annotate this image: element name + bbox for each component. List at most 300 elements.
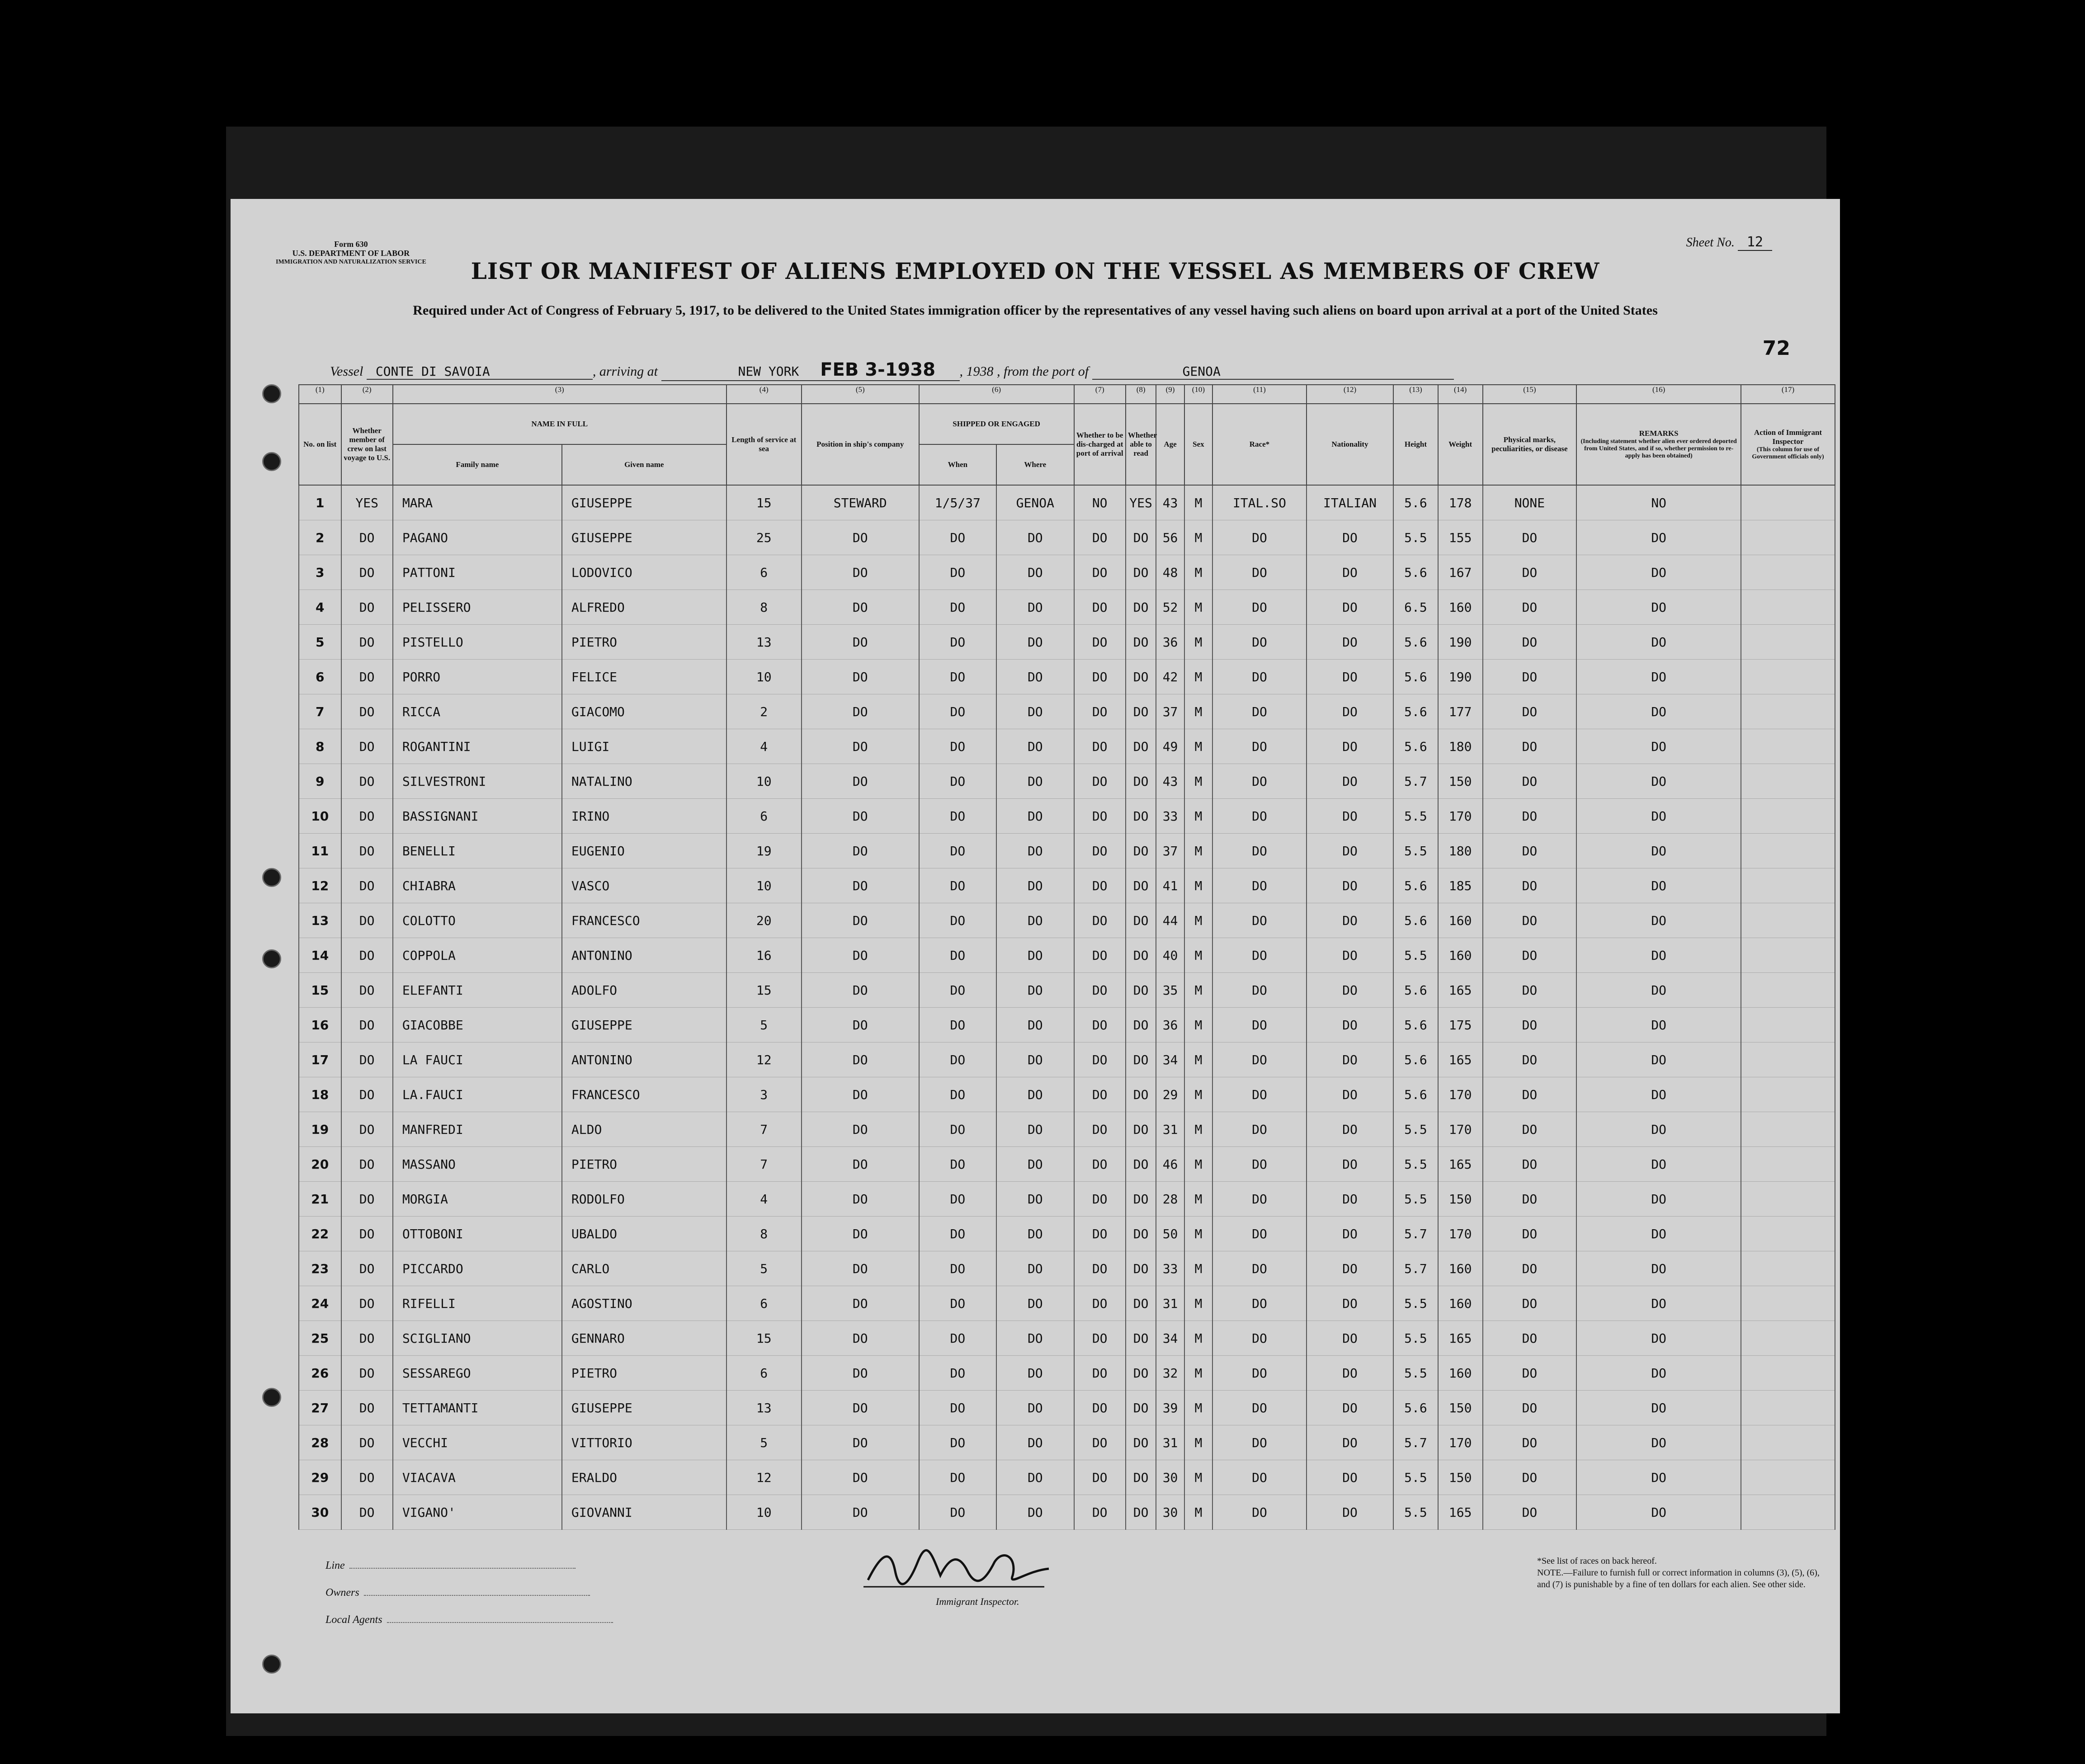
cell-row-number: 5 xyxy=(299,625,341,660)
inspector-label: Immigrant Inspector. xyxy=(936,1596,1019,1607)
cell-position: DO xyxy=(802,1495,919,1530)
cell-remarks: DO xyxy=(1576,625,1741,660)
cell-where: DO xyxy=(996,625,1074,660)
cell-discharged: DO xyxy=(1074,1321,1126,1356)
cell-remarks: DO xyxy=(1576,799,1741,834)
cell-last-voyage: DO xyxy=(341,1321,393,1356)
cell-nationality: DO xyxy=(1307,973,1393,1008)
cell-family-name: PISTELLO xyxy=(393,625,562,660)
col-num-8: (8) xyxy=(1126,385,1156,404)
header-shipped: SHIPPED OR ENGAGED xyxy=(919,404,1074,444)
cell-height: 5.6 xyxy=(1393,555,1438,590)
cell-when: DO xyxy=(919,555,996,590)
cell-action xyxy=(1741,555,1835,590)
table-row xyxy=(299,764,1835,799)
cell-family-name: TETTAMANTI xyxy=(393,1391,562,1425)
cell-race: DO xyxy=(1212,1495,1307,1530)
cell-nationality: DO xyxy=(1307,1182,1393,1217)
cell-row-number: 28 xyxy=(299,1425,341,1460)
cell-discharged: DO xyxy=(1074,1182,1126,1217)
cell-race: DO xyxy=(1212,1460,1307,1495)
cell-last-voyage: DO xyxy=(341,555,393,590)
cell-row-number: 18 xyxy=(299,1077,341,1112)
cell-discharged: DO xyxy=(1074,660,1126,694)
cell-where: DO xyxy=(996,938,1074,973)
col-num-2: (2) xyxy=(341,385,393,404)
cell-family-name: MASSANO xyxy=(393,1147,562,1182)
cell-discharged: DO xyxy=(1074,590,1126,625)
table-row xyxy=(299,1217,1835,1251)
cell-remarks: DO xyxy=(1576,1182,1741,1217)
col-num-10: (10) xyxy=(1184,385,1212,404)
cell-nationality: ITALIAN xyxy=(1307,485,1393,520)
cell-family-name: RIFELLI xyxy=(393,1286,562,1321)
table-row xyxy=(299,1391,1835,1425)
cell-length-service: 7 xyxy=(726,1112,802,1147)
cell-nationality: DO xyxy=(1307,1217,1393,1251)
cell-weight: 190 xyxy=(1438,660,1483,694)
cell-weight: 185 xyxy=(1438,868,1483,903)
cell-last-voyage: DO xyxy=(341,660,393,694)
cell-length-service: 25 xyxy=(726,520,802,555)
cell-physical-marks: DO xyxy=(1483,973,1577,1008)
cell-position: DO xyxy=(802,1077,919,1112)
cell-nationality: DO xyxy=(1307,590,1393,625)
col-num-1: (1) xyxy=(299,385,341,404)
punch-hole xyxy=(262,384,281,403)
cell-where: DO xyxy=(996,799,1074,834)
cell-action xyxy=(1741,868,1835,903)
cell-family-name: OTTOBONI xyxy=(393,1217,562,1251)
cell-family-name: PATTONI xyxy=(393,555,562,590)
cell-sex: M xyxy=(1184,764,1212,799)
cell-remarks: DO xyxy=(1576,1042,1741,1077)
cell-when: DO xyxy=(919,520,996,555)
cell-race: DO xyxy=(1212,1112,1307,1147)
cell-family-name: VIACAVA xyxy=(393,1460,562,1495)
cell-row-number: 6 xyxy=(299,660,341,694)
cell-last-voyage: DO xyxy=(341,1112,393,1147)
cell-given-name: PIETRO xyxy=(562,1147,726,1182)
cell-race: DO xyxy=(1212,1321,1307,1356)
cell-weight: 178 xyxy=(1438,485,1483,520)
cell-length-service: 3 xyxy=(726,1077,802,1112)
cell-when: DO xyxy=(919,1042,996,1077)
cell-height: 5.5 xyxy=(1393,1147,1438,1182)
cell-last-voyage: DO xyxy=(341,1147,393,1182)
cell-row-number: 16 xyxy=(299,1008,341,1042)
cell-family-name: LA FAUCI xyxy=(393,1042,562,1077)
cell-sex: M xyxy=(1184,1356,1212,1391)
cell-last-voyage: DO xyxy=(341,903,393,938)
cell-action xyxy=(1741,485,1835,520)
cell-action xyxy=(1741,1112,1835,1147)
cell-able-read: DO xyxy=(1126,764,1156,799)
cell-action xyxy=(1741,1460,1835,1495)
cell-remarks: DO xyxy=(1576,938,1741,973)
header-length-service: Length of service at sea xyxy=(726,404,802,485)
cell-race: DO xyxy=(1212,555,1307,590)
cell-action xyxy=(1741,799,1835,834)
cell-able-read: DO xyxy=(1126,520,1156,555)
owners-label: Owners xyxy=(325,1587,359,1599)
cell-able-read: DO xyxy=(1126,1391,1156,1425)
cell-height: 5.5 xyxy=(1393,938,1438,973)
cell-when: DO xyxy=(919,799,996,834)
cell-row-number: 14 xyxy=(299,938,341,973)
cell-weight: 160 xyxy=(1438,1356,1483,1391)
cell-height: 5.7 xyxy=(1393,1251,1438,1286)
cell-when: DO xyxy=(919,1147,996,1182)
cell-where: DO xyxy=(996,1286,1074,1321)
cell-able-read: DO xyxy=(1126,1147,1156,1182)
cell-given-name: ALFREDO xyxy=(562,590,726,625)
cell-family-name: PICCARDO xyxy=(393,1251,562,1286)
cell-sex: M xyxy=(1184,1251,1212,1286)
cell-last-voyage: DO xyxy=(341,1251,393,1286)
inspector-signature xyxy=(863,1544,1053,1594)
owners-underline xyxy=(364,1595,590,1596)
cell-able-read: DO xyxy=(1126,938,1156,973)
table-row xyxy=(299,625,1835,660)
cell-remarks: NO xyxy=(1576,485,1741,520)
cell-nationality: DO xyxy=(1307,1112,1393,1147)
cell-last-voyage: DO xyxy=(341,938,393,973)
table-row xyxy=(299,590,1835,625)
cell-weight: 170 xyxy=(1438,1112,1483,1147)
cell-given-name: CARLO xyxy=(562,1251,726,1286)
cell-weight: 170 xyxy=(1438,799,1483,834)
cell-age: 33 xyxy=(1156,799,1184,834)
cell-weight: 150 xyxy=(1438,1182,1483,1217)
cell-where: DO xyxy=(996,1077,1074,1112)
cell-position: DO xyxy=(802,694,919,729)
cell-age: 36 xyxy=(1156,1008,1184,1042)
cell-row-number: 15 xyxy=(299,973,341,1008)
cell-given-name: VITTORIO xyxy=(562,1425,726,1460)
cell-discharged: DO xyxy=(1074,1460,1126,1495)
arrival-field xyxy=(661,359,960,381)
cell-position: DO xyxy=(802,799,919,834)
cell-age: 56 xyxy=(1156,520,1184,555)
header-weight: Weight xyxy=(1438,404,1483,485)
table-row xyxy=(299,1495,1835,1530)
cell-able-read: DO xyxy=(1126,903,1156,938)
cell-age: 41 xyxy=(1156,868,1184,903)
cell-length-service: 16 xyxy=(726,938,802,973)
cell-last-voyage: DO xyxy=(341,1425,393,1460)
cell-where: DO xyxy=(996,729,1074,764)
cell-length-service: 6 xyxy=(726,799,802,834)
cell-family-name: VECCHI xyxy=(393,1425,562,1460)
cell-sex: M xyxy=(1184,520,1212,555)
agents-field xyxy=(325,1614,613,1626)
cell-action xyxy=(1741,1286,1835,1321)
cell-weight: 150 xyxy=(1438,764,1483,799)
cell-position: DO xyxy=(802,1356,919,1391)
cell-able-read: DO xyxy=(1126,1182,1156,1217)
header-race: Race* xyxy=(1212,404,1307,485)
cell-able-read: DO xyxy=(1126,834,1156,868)
header-position: Position in ship's company xyxy=(802,404,919,485)
cell-last-voyage: YES xyxy=(341,485,393,520)
cell-age: 39 xyxy=(1156,1391,1184,1425)
cell-family-name: COLOTTO xyxy=(393,903,562,938)
table-row xyxy=(299,1147,1835,1182)
service-name: IMMIGRATION AND NATURALIZATION SERVICE xyxy=(276,259,426,265)
cell-remarks: DO xyxy=(1576,1251,1741,1286)
cell-action xyxy=(1741,1321,1835,1356)
cell-height: 5.7 xyxy=(1393,1425,1438,1460)
col-num-14: (14) xyxy=(1438,385,1483,404)
cell-age: 44 xyxy=(1156,903,1184,938)
cell-nationality: DO xyxy=(1307,1391,1393,1425)
cell-row-number: 22 xyxy=(299,1217,341,1251)
cell-row-number: 24 xyxy=(299,1286,341,1321)
cell-height: 5.6 xyxy=(1393,729,1438,764)
cell-remarks: DO xyxy=(1576,1147,1741,1182)
cell-height: 5.5 xyxy=(1393,834,1438,868)
cell-given-name: GENNARO xyxy=(562,1321,726,1356)
cell-discharged: NO xyxy=(1074,485,1126,520)
cell-remarks: DO xyxy=(1576,1008,1741,1042)
header-remarks xyxy=(1576,404,1741,485)
cell-length-service: 19 xyxy=(726,834,802,868)
header-able-read: Whether able to read xyxy=(1126,404,1156,485)
cell-when: DO xyxy=(919,1251,996,1286)
cell-given-name: GIUSEPPE xyxy=(562,1391,726,1425)
line-field xyxy=(325,1560,575,1572)
col-num-17: (17) xyxy=(1741,385,1835,404)
cell-when: 1/5/37 xyxy=(919,485,996,520)
cell-height: 6.5 xyxy=(1393,590,1438,625)
cell-family-name: BENELLI xyxy=(393,834,562,868)
cell-when: DO xyxy=(919,660,996,694)
owners-field xyxy=(325,1587,590,1599)
header-last-voyage: Whether member of crew on last voyage to U.S. xyxy=(341,404,393,485)
cell-weight: 150 xyxy=(1438,1460,1483,1495)
cell-when: DO xyxy=(919,1460,996,1495)
cell-position: DO xyxy=(802,1321,919,1356)
cell-nationality: DO xyxy=(1307,1008,1393,1042)
header-family-name: Family name xyxy=(393,444,562,485)
cell-where: DO xyxy=(996,660,1074,694)
cell-remarks: DO xyxy=(1576,764,1741,799)
cell-age: 34 xyxy=(1156,1321,1184,1356)
cell-family-name: MANFREDI xyxy=(393,1112,562,1147)
cell-when: DO xyxy=(919,1286,996,1321)
cell-sex: M xyxy=(1184,660,1212,694)
cell-physical-marks: DO xyxy=(1483,764,1577,799)
punch-hole xyxy=(262,949,281,968)
cell-race: DO xyxy=(1212,1042,1307,1077)
cell-sex: M xyxy=(1184,834,1212,868)
cell-length-service: 4 xyxy=(726,729,802,764)
cell-last-voyage: DO xyxy=(341,625,393,660)
cell-discharged: DO xyxy=(1074,868,1126,903)
cell-weight: 177 xyxy=(1438,694,1483,729)
col-num-11: (11) xyxy=(1212,385,1307,404)
cell-height: 5.6 xyxy=(1393,973,1438,1008)
cell-weight: 180 xyxy=(1438,834,1483,868)
cell-last-voyage: DO xyxy=(341,1391,393,1425)
cell-family-name: MORGIA xyxy=(393,1182,562,1217)
cell-when: DO xyxy=(919,868,996,903)
cell-position: DO xyxy=(802,625,919,660)
cell-row-number: 23 xyxy=(299,1251,341,1286)
cell-length-service: 12 xyxy=(726,1042,802,1077)
cell-row-number: 9 xyxy=(299,764,341,799)
cell-position: DO xyxy=(802,1217,919,1251)
cell-action xyxy=(1741,973,1835,1008)
cell-race: DO xyxy=(1212,694,1307,729)
cell-sex: M xyxy=(1184,1077,1212,1112)
cell-row-number: 12 xyxy=(299,868,341,903)
cell-able-read: DO xyxy=(1126,1251,1156,1286)
cell-sex: M xyxy=(1184,799,1212,834)
cell-where: DO xyxy=(996,1321,1074,1356)
cell-physical-marks: DO xyxy=(1483,1217,1577,1251)
cell-when: DO xyxy=(919,1495,996,1530)
header-height: Height xyxy=(1393,404,1438,485)
cell-length-service: 4 xyxy=(726,1182,802,1217)
cell-when: DO xyxy=(919,590,996,625)
cell-able-read: DO xyxy=(1126,1008,1156,1042)
cell-race: ITAL.SO xyxy=(1212,485,1307,520)
cell-length-service: 12 xyxy=(726,1460,802,1495)
table-row xyxy=(299,1042,1835,1077)
cell-remarks: DO xyxy=(1576,1425,1741,1460)
cell-age: 40 xyxy=(1156,938,1184,973)
cell-given-name: IRINO xyxy=(562,799,726,834)
cell-able-read: DO xyxy=(1126,555,1156,590)
cell-where: DO xyxy=(996,590,1074,625)
cell-last-voyage: DO xyxy=(341,1008,393,1042)
cell-physical-marks: DO xyxy=(1483,1391,1577,1425)
cell-given-name: LUIGI xyxy=(562,729,726,764)
cell-nationality: DO xyxy=(1307,1286,1393,1321)
cell-when: DO xyxy=(919,1321,996,1356)
cell-able-read: DO xyxy=(1126,1460,1156,1495)
cell-given-name: PIETRO xyxy=(562,625,726,660)
cell-family-name: MARA xyxy=(393,485,562,520)
cell-nationality: DO xyxy=(1307,903,1393,938)
cell-discharged: DO xyxy=(1074,1217,1126,1251)
cell-weight: 170 xyxy=(1438,1077,1483,1112)
header-action-note: (This column for use of Government officials only) xyxy=(1752,446,1824,460)
cell-height: 5.6 xyxy=(1393,1077,1438,1112)
cell-able-read: DO xyxy=(1126,1495,1156,1530)
cell-last-voyage: DO xyxy=(341,590,393,625)
cell-height: 5.5 xyxy=(1393,520,1438,555)
cell-physical-marks: NONE xyxy=(1483,485,1577,520)
cell-weight: 150 xyxy=(1438,1391,1483,1425)
cell-row-number: 4 xyxy=(299,590,341,625)
cell-remarks: DO xyxy=(1576,1495,1741,1530)
cell-sex: M xyxy=(1184,1495,1212,1530)
cell-age: 37 xyxy=(1156,694,1184,729)
cell-sex: M xyxy=(1184,485,1212,520)
cell-family-name: PELISSERO xyxy=(393,590,562,625)
cell-length-service: 2 xyxy=(726,694,802,729)
col-num-5: (5) xyxy=(802,385,919,404)
cell-height: 5.5 xyxy=(1393,1460,1438,1495)
cell-physical-marks: DO xyxy=(1483,1321,1577,1356)
cell-length-service: 6 xyxy=(726,555,802,590)
cell-age: 43 xyxy=(1156,764,1184,799)
cell-height: 5.6 xyxy=(1393,1391,1438,1425)
cell-where: DO xyxy=(996,1391,1074,1425)
cell-sex: M xyxy=(1184,555,1212,590)
cell-action xyxy=(1741,1356,1835,1391)
col-num-13: (13) xyxy=(1393,385,1438,404)
cell-sex: M xyxy=(1184,1425,1212,1460)
cell-nationality: DO xyxy=(1307,1425,1393,1460)
cell-family-name: ROGANTINI xyxy=(393,729,562,764)
cell-race: DO xyxy=(1212,1217,1307,1251)
table-row xyxy=(299,555,1835,590)
line-underline xyxy=(349,1568,575,1569)
cell-row-number: 11 xyxy=(299,834,341,868)
cell-nationality: DO xyxy=(1307,1460,1393,1495)
cell-nationality: DO xyxy=(1307,555,1393,590)
cell-age: 48 xyxy=(1156,555,1184,590)
cell-height: 5.5 xyxy=(1393,1286,1438,1321)
cell-physical-marks: DO xyxy=(1483,868,1577,903)
sheet-label: Sheet No. xyxy=(1686,236,1735,250)
cell-nationality: DO xyxy=(1307,520,1393,555)
cell-race: DO xyxy=(1212,799,1307,834)
col-num-16: (16) xyxy=(1576,385,1741,404)
cell-when: DO xyxy=(919,834,996,868)
cell-age: 31 xyxy=(1156,1112,1184,1147)
cell-discharged: DO xyxy=(1074,799,1126,834)
cell-where: DO xyxy=(996,1147,1074,1182)
cell-row-number: 27 xyxy=(299,1391,341,1425)
local-agents-label: Local Agents xyxy=(325,1614,382,1626)
cell-nationality: DO xyxy=(1307,834,1393,868)
cell-race: DO xyxy=(1212,834,1307,868)
cell-physical-marks: DO xyxy=(1483,1077,1577,1112)
cell-physical-marks: DO xyxy=(1483,938,1577,973)
cell-length-service: 10 xyxy=(726,1495,802,1530)
cell-age: 31 xyxy=(1156,1425,1184,1460)
punch-hole xyxy=(262,1388,281,1407)
header-name-in-full: NAME IN FULL xyxy=(393,404,726,444)
cell-able-read: DO xyxy=(1126,1042,1156,1077)
cell-position: DO xyxy=(802,868,919,903)
cell-age: 29 xyxy=(1156,1077,1184,1112)
page-subtitle: Required under Act of Congress of February 5, 1917, to be delivered to the United States immigration officer by the representatives of any vessel having such aliens on board upon arrival at a port of the United States xyxy=(413,303,1658,318)
cell-where: DO xyxy=(996,973,1074,1008)
table-row xyxy=(299,1077,1835,1112)
cell-nationality: DO xyxy=(1307,799,1393,834)
cell-nationality: DO xyxy=(1307,1321,1393,1356)
cell-position: DO xyxy=(802,729,919,764)
cell-nationality: DO xyxy=(1307,729,1393,764)
cell-sex: M xyxy=(1184,1182,1212,1217)
cell-sex: M xyxy=(1184,868,1212,903)
cell-race: DO xyxy=(1212,938,1307,973)
page-number: 72 xyxy=(1762,337,1790,360)
cell-remarks: DO xyxy=(1576,1112,1741,1147)
cell-weight: 190 xyxy=(1438,625,1483,660)
cell-height: 5.6 xyxy=(1393,1042,1438,1077)
cell-weight: 160 xyxy=(1438,938,1483,973)
cell-given-name: GIOVANNI xyxy=(562,1495,726,1530)
cell-discharged: DO xyxy=(1074,1147,1126,1182)
cell-physical-marks: DO xyxy=(1483,1008,1577,1042)
